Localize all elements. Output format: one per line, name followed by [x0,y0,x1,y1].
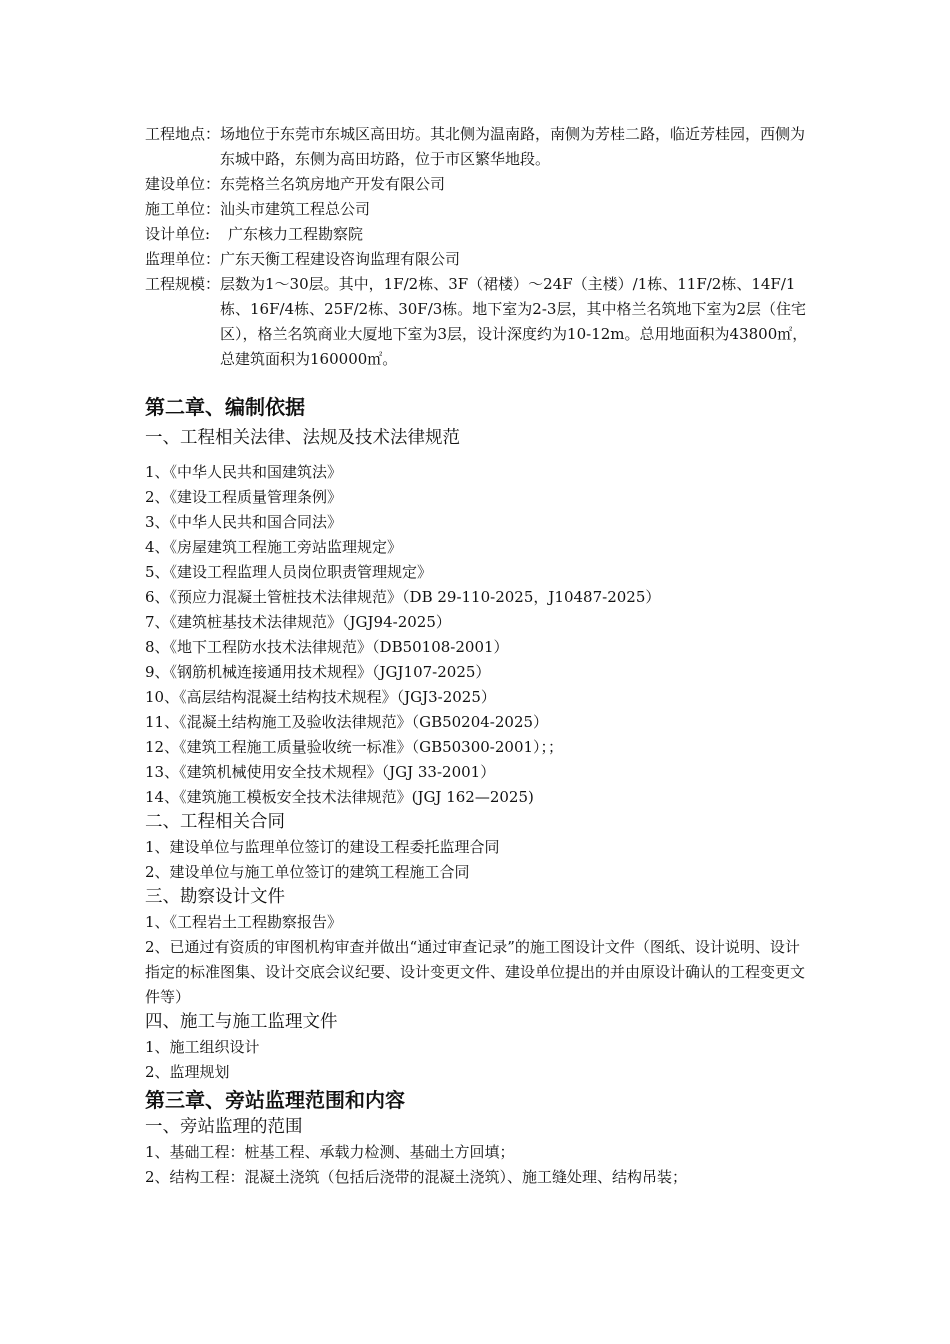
project-supervisor-row [145,247,810,272]
project-designer-value: 广东核力工程勘察院 [228,225,364,243]
list-item: 3、《中华人民共和国合同法》 [145,513,343,531]
project-owner-value: 东莞格兰名筑房地产开发有限公司 [220,175,446,193]
project-scale-row [145,272,810,372]
list-item: 2、已通过有资质的审图机构审查并做出“通过审查记录”的施工图设计文件（图纸、设计说明、设计指定的标准图集、设计交底会议纪要、设计变更文件、建设单位提出的并由原设计确认的工程变更文件等） [145,938,806,1006]
list-item: 14、《建筑施工模板安全技术法律规范》(JGJ 162—2025) [145,788,534,806]
chapter2-sec2-list [145,835,810,885]
chapter2-sec4-list [145,1035,810,1085]
project-location-value: 场地位于东莞市东城区高田坊。其北侧为温南路，南侧为芳桂二路，临近芳桂园，西侧为东城中路，东侧为高田坊路，位于市区繁华地段。 [220,125,806,168]
project-supervisor-label: 监理单位： [145,250,221,268]
chapter2-sec3-title: 三、勘察设计文件 [145,887,285,907]
list-item: 1、施工组织设计 [145,1038,260,1056]
project-scale-value: 层数为1～30层。其中，1F/2栋、3F（裙楼）～24F（主楼）/1栋、11F/2栋、14F/1栋、16F/4栋、25F/2栋、30F/3栋。地下室为2-3层，其中格兰名筑地下室为2层（住宅区），格兰名筑商业大厦地下室为3层，设计深度约为10-12m。总用地面积为43800㎡，总建筑面积为160000㎡。 [220,275,808,368]
list-item: 2、监理规划 [145,1063,230,1081]
list-item: 2、建设单位与施工单位签订的建筑工程施工合同 [145,863,470,881]
project-owner-label: 建设单位： [145,175,221,193]
project-location-label: 工程地点： [145,125,221,143]
list-item: 11、《混凝土结构施工及验收法律规范》（GB50204-2025） [145,713,549,731]
list-item: 1、建设单位与监理单位签订的建设工程委托监理合同 [145,838,500,856]
chapter3-sec1-list [145,1140,810,1190]
list-item: 2、《建设工程质量管理条例》 [145,488,343,506]
project-contractor-row [145,197,810,222]
list-item: 7、《建筑桩基技术法律规范》（JGJ94-2025） [145,613,451,631]
list-item: 8、《地下工程防水技术法律规范》（DB50108-2001） [145,638,509,656]
list-item: 10、《高层结构混凝土结构技术规程》（JGJ3-2025） [145,688,496,706]
chapter2-sec4-title: 四、施工与施工监理文件 [145,1012,338,1032]
list-item: 1、《中华人民共和国建筑法》 [145,463,343,481]
project-info [145,122,810,372]
list-item: 2、结构工程：混凝土浇筑（包括后浇带的混凝土浇筑）、施工缝处理、结构吊装； [145,1168,688,1186]
project-supervisor-value: 广东天衡工程建设咨询监理有限公司 [220,250,461,268]
project-contractor-value: 汕头市建筑工程总公司 [220,200,371,218]
list-item: 1、基础工程：桩基工程、承载力检测、基础土方回填； [145,1143,515,1161]
project-owner-row [145,172,810,197]
chapter2-sec3-list [145,910,810,1010]
chapter3-sec1-title: 一、旁站监理的范围 [145,1117,303,1137]
chapter2-sec2-title: 二、工程相关合同 [145,812,285,832]
list-item: 4、《房屋建筑工程施工旁站监理规定》 [145,538,403,556]
project-location-row [145,122,810,172]
project-contractor-label: 施工单位： [145,200,221,218]
project-scale-label: 工程规模： [145,275,221,293]
list-item: 12、《建筑工程施工质量验收统一标准》（GB50300-2001）；； [145,738,564,756]
document-page [145,122,810,1190]
list-item: 5、《建设工程监理人员岗位职责管理规定》 [145,563,433,581]
chapter2-title: 第二章、编制依据 [145,395,305,419]
list-item: 1、《工程岩土工程勘察报告》 [145,913,343,931]
list-item: 9、《钢筋机械连接通用技术规程》（JGJ107-2025） [145,663,491,681]
chapter3-title: 第三章、旁站监理范围和内容 [145,1088,405,1112]
project-designer-label: 设计单位: [145,225,211,243]
list-item: 6、《预应力混凝土管桩技术法律规范》（DB 29-110-2025，J10487-2025） [145,588,661,606]
project-designer-row [145,222,810,247]
list-item: 13、《建筑机械使用安全技术规程》（JGJ 33-2001） [145,763,496,781]
chapter2-sec1-title: 一、工程相关法律、法规及技术法律规范 [145,428,460,448]
chapter2-sec1-list [145,460,810,810]
